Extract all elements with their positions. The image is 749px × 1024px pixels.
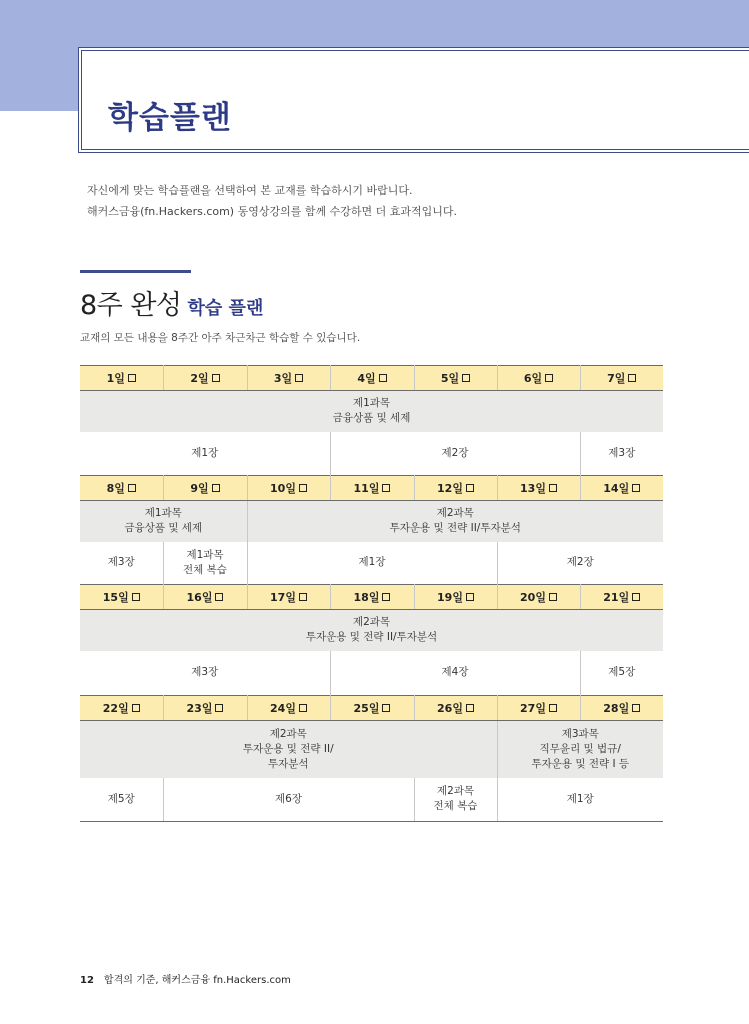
day-cell[interactable]: 6일 [497, 366, 580, 391]
checkbox-icon[interactable] [299, 593, 307, 601]
intro-line: 해커스금융(fn.Hackers.com) 동영상강의를 함께 수강하면 더 효과적입니다. [87, 205, 457, 218]
header-band [0, 0, 749, 48]
day-cell[interactable]: 26일 [414, 696, 497, 721]
checkbox-icon[interactable] [466, 593, 474, 601]
day-row [80, 585, 663, 610]
checkbox-icon[interactable] [212, 484, 220, 492]
day-cell[interactable]: 22일 [80, 696, 163, 721]
day-cell[interactable]: 8일 [80, 476, 163, 501]
day-cell[interactable]: 14일 [580, 476, 663, 501]
checkbox-icon[interactable] [382, 484, 390, 492]
day-row [80, 476, 663, 501]
day-cell[interactable]: 10일 [247, 476, 330, 501]
section-title: 8주 완성 [80, 290, 182, 321]
day-cell[interactable]: 17일 [247, 585, 330, 610]
footer-text: 합격의 기준, 해커스금융 fn.Hackers.com [103, 975, 291, 986]
page-title: 학습플랜 [108, 100, 232, 136]
subject-row [80, 391, 663, 432]
checkbox-icon[interactable] [128, 484, 136, 492]
study-plan-table [80, 365, 663, 822]
subject-row [80, 610, 663, 651]
header-band-left [0, 0, 80, 111]
checkbox-icon[interactable] [549, 704, 557, 712]
day-cell[interactable]: 27일 [497, 696, 580, 721]
checkbox-icon[interactable] [632, 593, 640, 601]
chapter-cell: 제4장 [330, 651, 580, 696]
checkbox-icon[interactable] [462, 374, 470, 382]
chapter-cell: 제1장 [80, 432, 330, 476]
checkbox-icon[interactable] [466, 704, 474, 712]
day-cell[interactable]: 11일 [330, 476, 414, 501]
chapter-cell: 제3장 [80, 651, 330, 696]
checkbox-icon[interactable] [132, 704, 140, 712]
subject-cell: 제2과목 투자운용 및 전략 II/ 투자분석 [80, 721, 497, 778]
chapter-cell: 제3장 [80, 542, 163, 585]
page-footer [80, 971, 291, 986]
chapter-row [80, 542, 663, 585]
chapter-row [80, 432, 663, 476]
day-cell[interactable]: 23일 [163, 696, 247, 721]
checkbox-icon[interactable] [215, 704, 223, 712]
section-subtitle: 교재의 모든 내용을 8주간 아주 차근차근 학습할 수 있습니다. [80, 332, 361, 344]
checkbox-icon[interactable] [628, 374, 636, 382]
checkbox-icon[interactable] [632, 704, 640, 712]
day-cell[interactable]: 9일 [163, 476, 247, 501]
day-cell[interactable]: 24일 [247, 696, 330, 721]
day-cell[interactable]: 19일 [414, 585, 497, 610]
section-heading [80, 283, 263, 322]
day-cell[interactable]: 12일 [414, 476, 497, 501]
day-cell[interactable]: 25일 [330, 696, 414, 721]
checkbox-icon[interactable] [379, 374, 387, 382]
subject-cell: 제2과목 투자운용 및 전략 II/투자분석 [80, 610, 663, 651]
page-number: 12 [80, 975, 94, 986]
subject-cell: 제1과목 금융상품 및 세제 [80, 391, 663, 432]
chapter-cell: 제2장 [497, 542, 663, 585]
day-row [80, 696, 663, 721]
chapter-cell: 제2장 [330, 432, 580, 476]
day-cell[interactable]: 21일 [580, 585, 663, 610]
section-title-sub: 학습 플랜 [187, 298, 264, 319]
day-cell[interactable]: 2일 [163, 366, 247, 391]
subject-row [80, 501, 663, 542]
day-cell[interactable]: 7일 [580, 366, 663, 391]
subject-cell: 제1과목 금융상품 및 세제 [80, 501, 247, 542]
intro-line: 자신에게 맞는 학습플랜을 선택하여 본 교재를 학습하시기 바랍니다. [87, 184, 413, 197]
checkbox-icon[interactable] [215, 593, 223, 601]
checkbox-icon[interactable] [128, 374, 136, 382]
subject-cell: 제3과목 직무윤리 및 법규/ 투자운용 및 전략 I 등 [497, 721, 663, 778]
checkbox-icon[interactable] [382, 704, 390, 712]
chapter-row [80, 778, 663, 822]
day-cell[interactable]: 18일 [330, 585, 414, 610]
checkbox-icon[interactable] [382, 593, 390, 601]
checkbox-icon[interactable] [299, 704, 307, 712]
checkbox-icon[interactable] [545, 374, 553, 382]
checkbox-icon[interactable] [549, 593, 557, 601]
checkbox-icon[interactable] [295, 374, 303, 382]
chapter-row [80, 651, 663, 696]
day-cell[interactable]: 13일 [497, 476, 580, 501]
checkbox-icon[interactable] [466, 484, 474, 492]
day-cell[interactable]: 20일 [497, 585, 580, 610]
checkbox-icon[interactable] [549, 484, 557, 492]
chapter-cell: 제3장 [580, 432, 663, 476]
subject-cell: 제2과목 투자운용 및 전략 II/투자분석 [247, 501, 663, 542]
chapter-cell: 제2과목 전체 복습 [414, 778, 497, 822]
day-cell[interactable]: 28일 [580, 696, 663, 721]
chapter-cell: 제6장 [163, 778, 414, 822]
checkbox-icon[interactable] [632, 484, 640, 492]
chapter-cell: 제1장 [497, 778, 663, 822]
day-cell[interactable]: 5일 [414, 366, 497, 391]
subject-row [80, 721, 663, 778]
day-cell[interactable]: 16일 [163, 585, 247, 610]
intro-text [87, 180, 457, 222]
chapter-cell: 제5장 [80, 778, 163, 822]
checkbox-icon[interactable] [132, 593, 140, 601]
checkbox-icon[interactable] [299, 484, 307, 492]
day-row [80, 366, 663, 391]
day-cell[interactable]: 1일 [80, 366, 163, 391]
checkbox-icon[interactable] [212, 374, 220, 382]
day-cell[interactable]: 4일 [330, 366, 414, 391]
day-cell[interactable]: 3일 [247, 366, 330, 391]
chapter-cell: 제5장 [580, 651, 663, 696]
chapter-cell: 제1장 [247, 542, 497, 585]
day-cell[interactable]: 15일 [80, 585, 163, 610]
chapter-cell: 제1과목 전체 복습 [163, 542, 247, 585]
section-rule [80, 270, 191, 273]
